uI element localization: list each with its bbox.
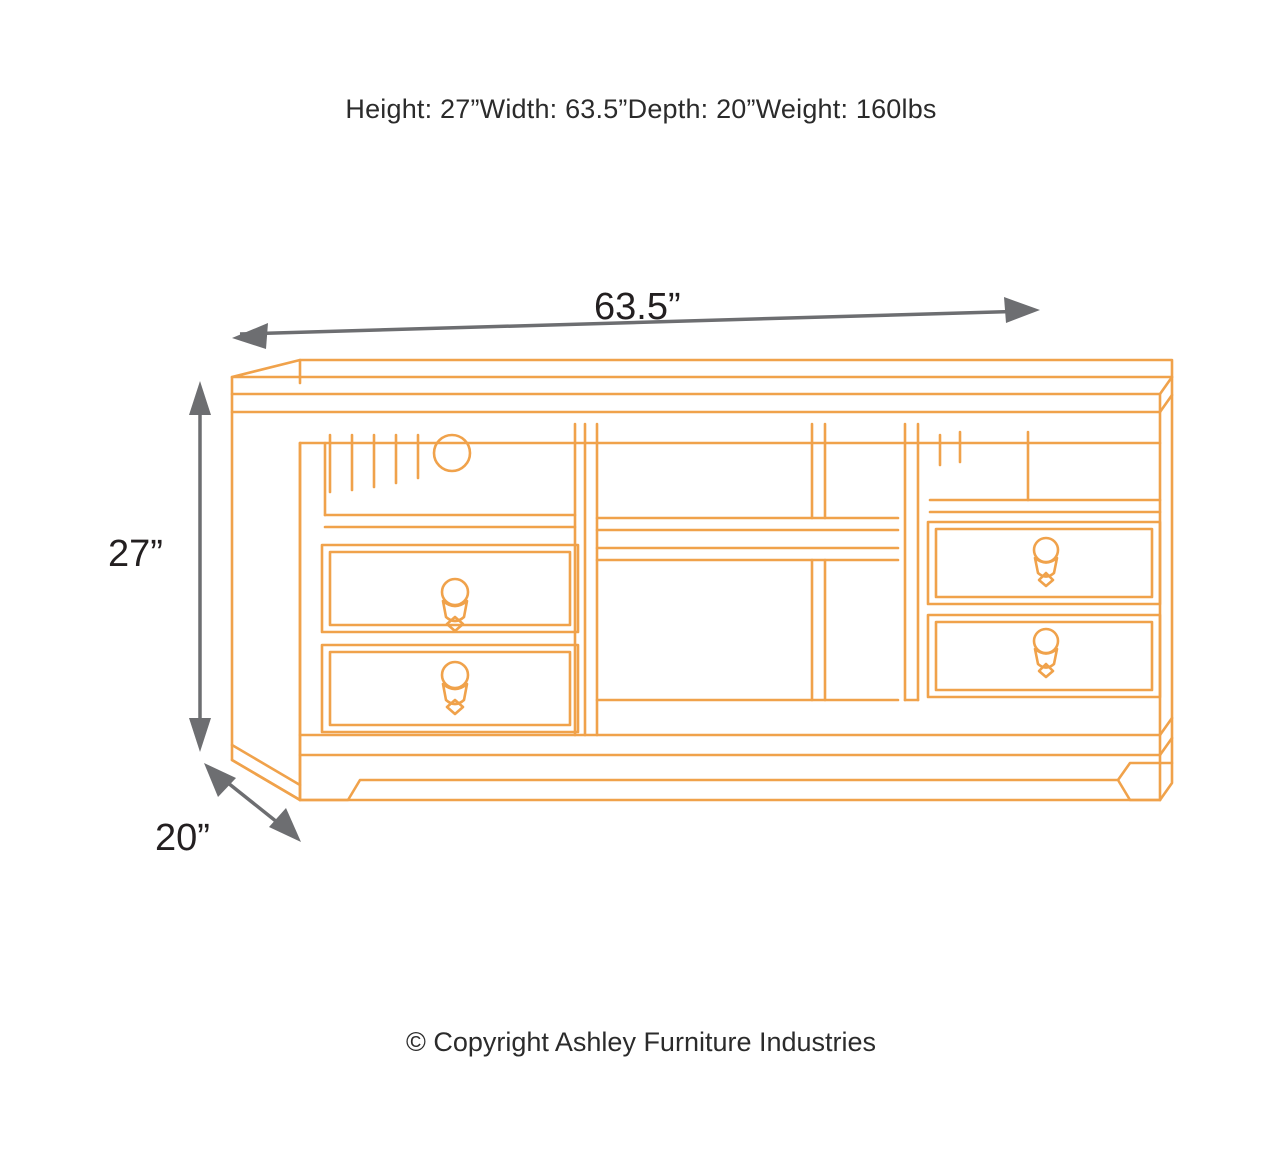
- drawer-pull-right-top: [1034, 538, 1058, 586]
- right-drawer-bottom: [928, 615, 1160, 697]
- apron-cutout: [300, 780, 1160, 800]
- depth-arrow: [204, 763, 301, 842]
- knob-circle: [434, 435, 470, 471]
- depth-dimension-label: 20”: [155, 817, 210, 859]
- width-dimension-label: 63.5”: [594, 286, 681, 328]
- height-dimension-label: 27”: [108, 533, 163, 575]
- height-arrow: [189, 381, 211, 752]
- top-surface: [232, 360, 1172, 377]
- spec-weight: Weight: 160lbs: [755, 94, 937, 124]
- spec-width: Width: 63.5”: [479, 94, 628, 124]
- drawer-pull-right-bottom: [1034, 629, 1058, 677]
- spec-depth: Depth: 20”: [627, 94, 756, 124]
- top-edge: [232, 377, 1172, 394]
- tv-stand-illustration: [232, 360, 1172, 800]
- base-rail-right: [1160, 718, 1172, 735]
- copyright-text: © Copyright Ashley Furniture Industries: [405, 1027, 877, 1057]
- base-rail-right2: [1160, 738, 1172, 755]
- drawer-pull-left-top: [442, 579, 468, 631]
- drawer-pull-left-bottom: [442, 662, 468, 714]
- top-rail-side: [1160, 395, 1172, 412]
- dimension-lines: [189, 297, 1040, 842]
- width-arrow: [232, 297, 1040, 349]
- top-front-rail: [232, 394, 1160, 412]
- apron-right: [1118, 763, 1172, 780]
- right-side-edge: [1160, 377, 1172, 800]
- spec-height: Height: 27”: [345, 94, 480, 124]
- left-drawer-top-inner: [330, 552, 570, 625]
- body-outline: [300, 412, 1160, 800]
- right-drawer-bottom-inner: [936, 622, 1152, 690]
- left-side-panel: [232, 412, 300, 800]
